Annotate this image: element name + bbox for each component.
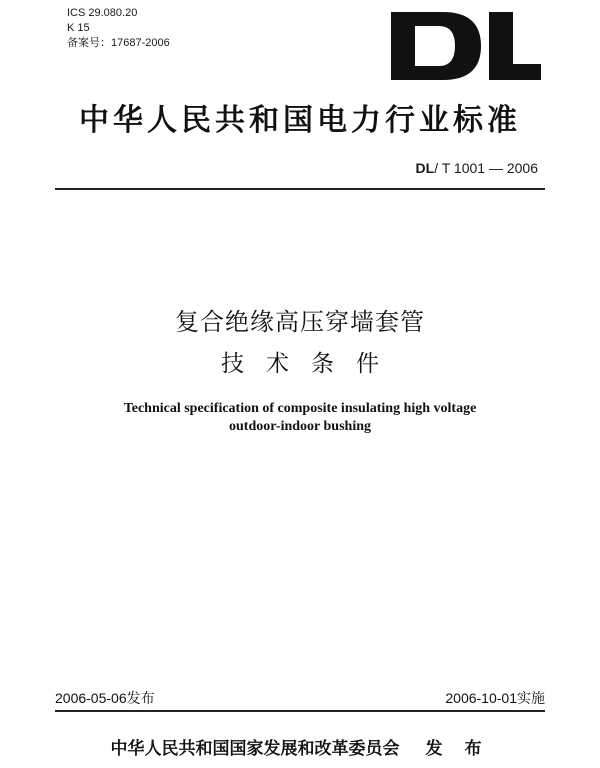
publisher-name: 中华人民共和国国家发展和改革委员会	[110, 739, 400, 759]
dl-logo	[385, 8, 545, 84]
standard-code-prefix: DL	[415, 160, 435, 176]
document-title-cn: 复合绝缘高压穿墙套管	[175, 308, 425, 336]
standard-code	[416, 160, 538, 176]
document-metadata	[67, 6, 170, 51]
document-title-en	[0, 400, 600, 436]
standard-code-number: / T 1001 — 2006	[434, 160, 538, 176]
issue-date: 2006-05-06发布	[55, 690, 155, 706]
classification-code: K 15	[67, 22, 90, 34]
effective-date: 2006-10-01实施	[445, 690, 545, 706]
footer-divider	[55, 710, 545, 712]
publisher-line	[0, 734, 600, 759]
document-subtitle-cn: 技术条件	[221, 351, 401, 377]
document-title-en-line1: Technical specification of composite insulating high voltage	[123, 401, 477, 416]
standard-category-title: 中华人民共和国电力行业标准	[79, 103, 521, 138]
document-title-en-line2: outdoor-indoor bushing	[229, 419, 371, 434]
publish-label: 发 布	[425, 739, 490, 759]
record-number: 备案号：17687-2006	[67, 37, 170, 49]
header-divider	[55, 188, 545, 190]
ics-code: ICS 29.080.20	[67, 7, 138, 19]
